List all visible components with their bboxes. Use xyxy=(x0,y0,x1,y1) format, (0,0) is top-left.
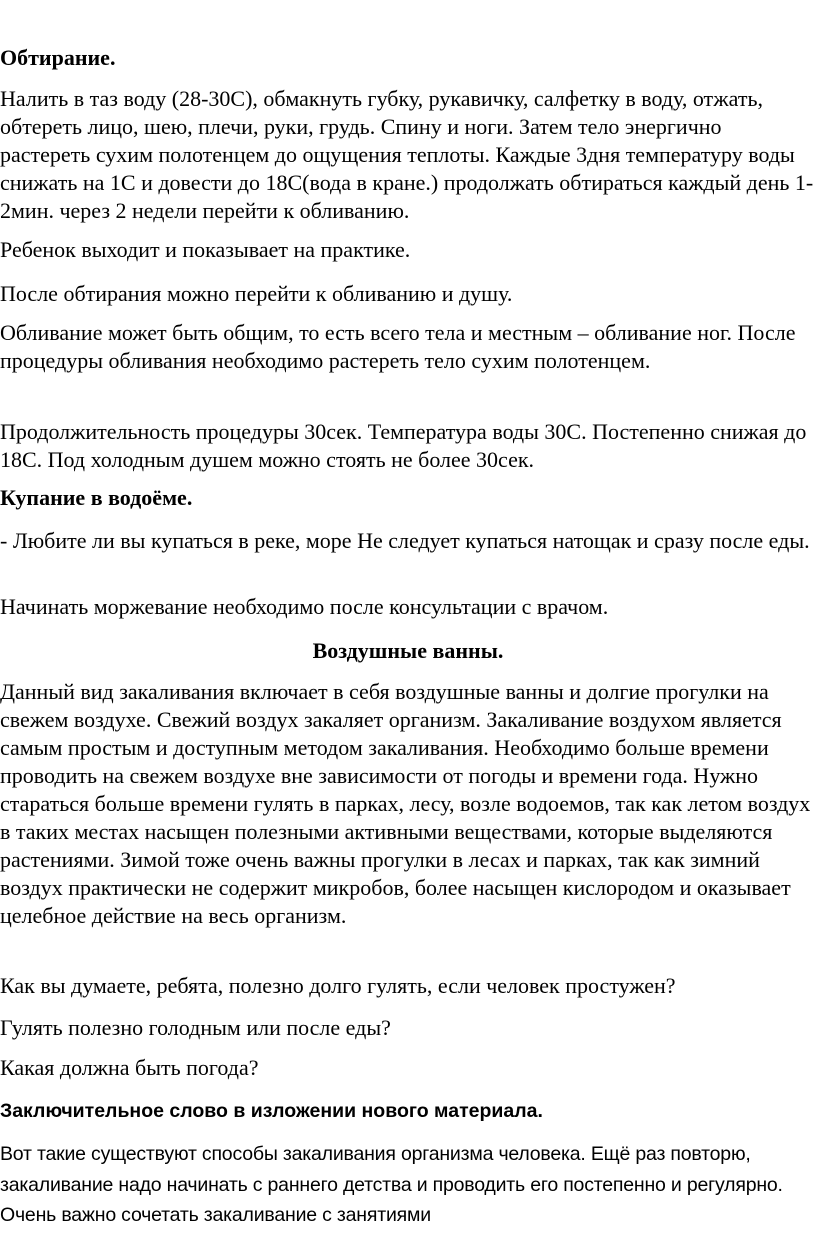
paragraph-question-food: Гулять полезно голодным или после еды? xyxy=(0,1015,391,1040)
paragraph-question-sick: Как вы думаете, ребята, полезно долго гулять, если человек простужен? xyxy=(0,973,676,998)
paragraph-morzhevanie: Начинать моржевание необходимо после консультации с врачом. xyxy=(0,594,609,619)
heading-conclusion: Заключительное слово в изложении нового материала. xyxy=(0,1100,543,1122)
paragraph-question-weather: Какая должна быть погода? xyxy=(0,1055,259,1080)
paragraph-kupanie-question: - Любите ли вы купаться в реке, море Не следует купаться натощак и сразу после еды. xyxy=(0,528,810,553)
paragraph-obtiranie-instructions: Налить в таз воду (28-30С), обмакнуть губку, рукавичку, салфетку в воду, отжать, обтереть лицо, шею, плечи, руки, грудь. Спину и ноги. Затем тело энергично растереть сухим полотенцем до ощущения теплоты. Каждые 3дня температуру воды снижать на 1С и довести до 18С(вода в кране.) продолжать обтираться каждый день 1-2мин. через 2 недели перейти к обливанию. xyxy=(0,86,814,223)
paragraph-conclusion: Вот такие существуют способы закаливания организма человека. Ещё раз повторю, закаливание надо начинать с раннего детства и проводить его постепенно и регулярно. Очень важно сочетать закаливание с занятиями xyxy=(0,1143,783,1226)
paragraph-oblivanie: Обливание может быть общим, то есть всего тела и местным – обливание ног. После процедуры обливания необходимо растереть тело сухим полотенцем. xyxy=(0,320,796,373)
paragraph-duration: Продолжительность процедуры 30сек. Температура воды 30С. Постепенно снижая до 18С. Под холодным душем можно стоять не более 30сек. xyxy=(0,419,807,472)
paragraph-child-demo: Ребенок выходит и показывает на практике. xyxy=(0,237,411,262)
heading-obtiranie: Обтирание. xyxy=(0,45,116,70)
heading-kupanie: Купание в водоёме. xyxy=(0,485,193,510)
paragraph-after-obtiranie: После обтирания можно перейти к обливанию и душу. xyxy=(0,281,513,306)
paragraph-vozdushnye-body: Данный вид закаливания включает в себя воздушные ванны и долгие прогулки на свежем воздухе. Свежий воздух закаляет организм. Закаливание воздухом является самым простым и доступным методом закаливания. Необходимо больше времени проводить на свежем воздухе вне зависимости от погоды и времени года. Нужно стараться больше времени гулять в парках, лесу, возле водоемов, так как летом воздух в таких местах насыщен полезными активными веществами, которые выделяются растениями. Зимой тоже очень важны прогулки в лесах и парках, так как зимний воздух практически не содержит микробов, более насыщен кислородом и оказывает целебное действие на весь организм. xyxy=(0,679,811,928)
heading-vozdushnye: Воздушные ванны. xyxy=(312,638,504,663)
